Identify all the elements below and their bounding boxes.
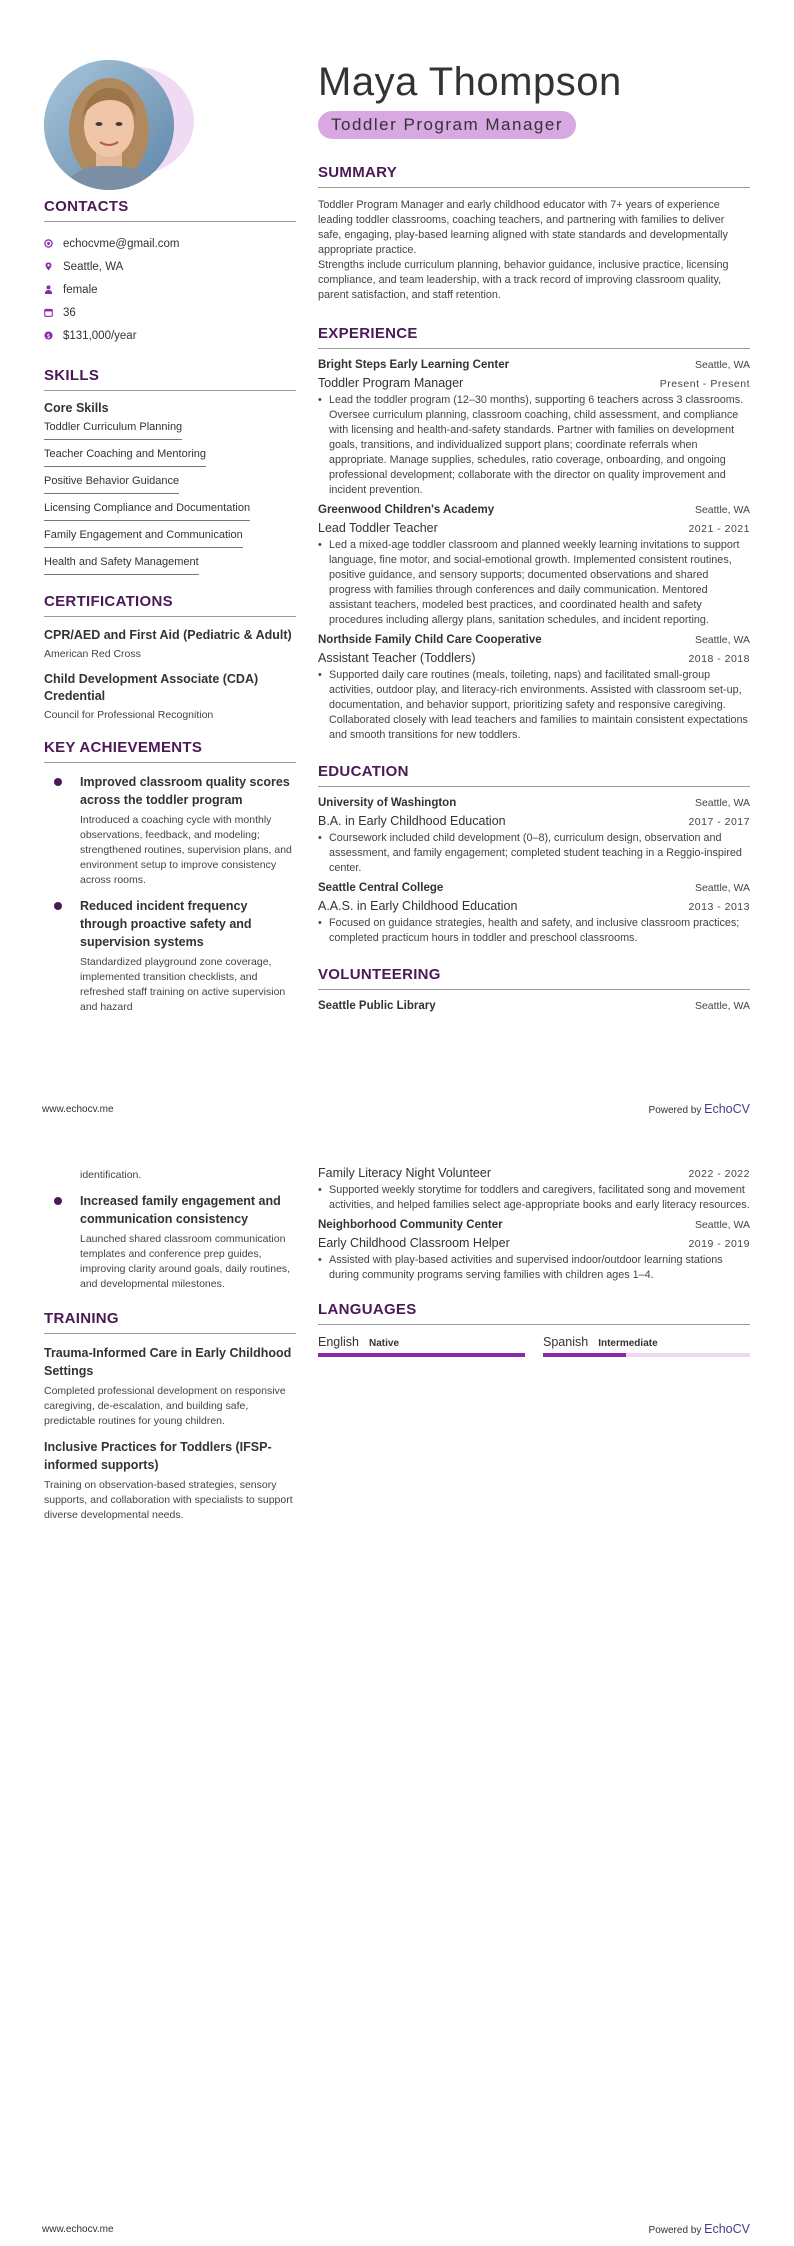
powered-by-text: Powered by [648,1105,702,1116]
right-column [318,164,750,1018]
education-heading: EDUCATION [318,763,750,787]
footer-powered-by [649,1102,750,1116]
volunteer-description: • Assisted with play-based activities and supervised indoor/outdoor learning stations during community programs serving families with children ages 1–4. [318,1253,750,1283]
achievement-description: identification. [80,1169,142,1181]
bullet-dot-icon [54,1197,62,1205]
left-column [44,1168,296,1532]
volunteering-entry [318,1000,750,1012]
achievements-list [44,773,296,1015]
language-proficiency-bar [543,1353,750,1357]
core-skills-subtitle: Core Skills [44,401,109,415]
job-description: • Lead the toddler program (12–30 months), supporting 6 teachers across 3 classrooms. Oversee curriculum planning, classroom coaching, child assessment, and compliance with licensing and health-and-safety standards. Partner with families on development goals, transitions, and individualized support plans; coordinate referrals when appropriate. Manage supplies, schedules, ratio coverage, onboarding, and ongoing professional development; collaborate with the director on quality improvement and incident prevention. [318,393,750,498]
contact-age-text: 36 [63,306,76,319]
brand-logo-text: EchoCV [704,2222,750,2236]
job-dates: 2018 - 2018 [688,653,750,665]
language-item [318,1335,525,1357]
employer-location: Seattle, WA [694,359,750,371]
education-entry [318,797,750,876]
contact-location-text: Seattle, WA [63,260,124,273]
certification-name: CPR/AED and First Aid (Pediatric & Adult) [44,628,292,642]
employer-location: Seattle, WA [694,634,750,646]
achievement-title: Increased family engagement and communication consistency [80,1194,281,1226]
certifications-list [44,627,296,721]
contact-email-text: echocvme@gmail.com [63,237,180,250]
money-icon [44,331,53,340]
svg-text:$: $ [46,332,51,340]
volunteer-org-name: Seattle Public Library [318,1000,436,1012]
achievement-description: Introduced a coaching cycle with monthly observations, feedback, and modeling; strengthened routines, supervision plans, and environment setup to improve consistency across rooms. [80,814,292,886]
certification-org: American Red Cross [44,648,141,660]
achievement-description: Launched shared classroom communication templates and conference prep guides, improving clarity around goals, daily routines, and developmental milestones. [80,1233,291,1290]
certifications-heading: CERTIFICATIONS [44,593,296,617]
volunteer-role: Early Childhood Classroom Helper [318,1236,510,1250]
skill-item: Toddler Curriculum Planning [44,421,182,440]
left-column [44,198,296,1024]
summary-text [318,198,750,303]
email-icon [44,239,53,248]
degree-name: A.A.S. in Early Childhood Education [318,899,518,913]
training-name: Trauma-Informed Care in Early Childhood Settings [44,1346,292,1378]
job-description: • Supported daily care routines (meals, toileting, naps) and facilitated small-group activities, outdoor play, and literacy-rich environments. Assisted with classroom set-up, documentation, and behavior support, prioritizing safety and responsive caregiving. Collaborated closely with lead teachers and families to maintain consistent expectations and smooth transitions for new toddlers. [318,668,750,743]
job-role: Assistant Teacher (Toddlers) [318,651,476,665]
volunteering-entry-continued [318,1166,750,1213]
location-pin-icon [44,262,53,271]
education-entry [318,882,750,946]
employer-name: Greenwood Children's Academy [318,504,495,516]
skill-item: Positive Behavior Guidance [44,475,179,494]
achievement-title: Improved classroom quality scores across the toddler program [80,775,290,807]
contacts-heading: CONTACTS [44,198,296,222]
experience-entry [318,634,750,743]
language-level: Native [369,1338,400,1349]
volunteer-org-location: Seattle, WA [694,1000,750,1012]
person-icon [44,285,53,294]
languages-heading: LANGUAGES [318,1301,750,1325]
school-location: Seattle, WA [694,797,750,809]
job-title-badge: Toddler Program Manager [318,111,576,139]
achievement-item [44,773,296,888]
education-description: • Focused on guidance strategies, health and safety, and inclusive classroom practices; completed practicum hours in toddler and preschool classrooms. [318,916,750,946]
volunteering-entry [318,1219,750,1283]
footer-site-link[interactable]: www.echocv.me [42,1104,114,1115]
contact-location [44,255,296,278]
skill-item: Health and Safety Management [44,556,199,575]
bullet-dot-icon [54,902,62,910]
experience-entry [318,504,750,628]
degree-name: B.A. in Early Childhood Education [318,814,506,828]
contact-email[interactable] [44,232,296,255]
education-dates: 2017 - 2017 [688,816,750,828]
contacts-list [44,232,296,347]
employer-location: Seattle, WA [694,504,750,516]
training-heading: TRAINING [44,1310,296,1334]
education-description: • Coursework included child development (0–8), curriculum design, observation and assessment, and family engagement; completed student teaching in a Reggio-inspired center. [318,831,750,876]
skill-item: Licensing Compliance and Documentation [44,502,250,521]
certification-org: Council for Professional Recognition [44,709,214,721]
profile-photo [44,60,194,195]
page-footer [0,1102,794,1122]
bullet-dot-icon [54,778,62,786]
education-list [318,797,750,946]
brand-logo-text: EchoCV [704,1102,750,1116]
experience-list [318,359,750,743]
contact-salary-text: $131,000/year [63,329,137,342]
skills-heading: SKILLS [44,367,296,391]
language-proficiency-bar [318,1353,525,1357]
volunteer-dates: 2019 - 2019 [688,1238,750,1250]
education-dates: 2013 - 2013 [688,901,750,913]
achievement-title: Reduced incident frequency through proactive safety and supervision systems [80,899,252,949]
certification-name: Child Development Associate (CDA) Credential [44,672,259,703]
training-name: Inclusive Practices for Toddlers (IFSP-informed supports) [44,1440,272,1472]
achievement-description: Standardized playground zone coverage, implemented transition checklists, and refreshed staff training on active supervision and hazard [80,956,286,1013]
skill-item: Family Engagement and Communication [44,529,243,548]
employer-name: Northside Family Child Care Cooperative [318,634,542,646]
language-name: English [318,1335,359,1349]
language-proficiency-fill [543,1353,626,1357]
job-dates: 2021 - 2021 [688,523,750,535]
achievement-continued [44,1168,296,1183]
volunteer-description: • Supported weekly storytime for toddlers and caregivers, facilitated song and movement activities, and helped families select age-appropriate books and early literacy resources. [318,1183,750,1213]
right-column [318,1166,750,1357]
language-item [543,1335,750,1357]
candidate-name: Maya Thompson [318,60,622,104]
avatar [44,60,174,190]
contact-gender-text: female [63,283,98,296]
language-proficiency-fill [318,1353,525,1357]
job-description: • Led a mixed-age toddler classroom and planned weekly learning invitations to support language, fine motor, and social-emotional growth. Implemented consistent routines, positive guidance, and sensory supports; documented observations and shared progress with families through conferences and daily communication. Mentored assistant teachers, modeled best practices, and coordinated health and safety procedures including allergy plans, sanitation schedules, and incident reporting. [318,538,750,628]
employer-name: Bright Steps Early Learning Center [318,359,510,371]
job-role: Toddler Program Manager [318,376,464,390]
language-level: Intermediate [598,1338,658,1349]
job-role: Lead Toddler Teacher [318,521,438,535]
volunteer-dates: 2022 - 2022 [688,1168,750,1180]
resume-page-2 [0,1123,794,2246]
language-name: Spanish [543,1335,589,1349]
powered-by-text: Powered by [648,2225,702,2236]
summary-heading: SUMMARY [318,164,750,188]
achievements-heading: KEY ACHIEVEMENTS [44,739,296,763]
achievement-item [44,1192,296,1292]
page-footer [0,2222,794,2242]
calendar-icon [44,308,53,317]
training-list [44,1344,296,1523]
job-dates: Present - Present [659,378,750,390]
contact-salary [44,324,296,347]
skills-list [44,421,296,575]
contact-age [44,301,296,324]
footer-site-link[interactable]: www.echocv.me [42,2224,114,2235]
volunteer-role: Family Literacy Night Volunteer [318,1166,491,1180]
skill-item: Teacher Coaching and Mentoring [44,448,206,467]
experience-heading: EXPERIENCE [318,325,750,349]
volunteer-org-name: Neighborhood Community Center [318,1219,503,1231]
school-location: Seattle, WA [694,882,750,894]
languages-list [318,1335,750,1357]
school-name: Seattle Central College [318,882,444,894]
summary-paragraph: Toddler Program Manager and early childhood educator with 7+ years of experience leading toddler classrooms, coaching teachers, and partnering with families to deliver safe, engaging, play-based learning aligned with state standards and developmentally appropriate practice. [318,199,728,256]
achievement-item [44,897,296,1015]
contact-gender [44,278,296,301]
training-description: Training on observation-based strategies, sensory supports, and collaboration with specialists to support diverse developmental needs. [44,1479,293,1521]
experience-entry [318,359,750,498]
summary-paragraph: Strengths include curriculum planning, behavior guidance, inclusive practice, licensing compliance, and team leadership, with a track record of improving classroom quality, parent satisfaction, and staff retention. [318,259,729,301]
training-description: Completed professional development on responsive caregiving, de-escalation, and building safe, predictable routines for young children. [44,1385,286,1427]
volunteer-org-location: Seattle, WA [694,1219,750,1231]
footer-powered-by [649,2222,750,2236]
school-name: University of Washington [318,797,457,809]
volunteering-heading: VOLUNTEERING [318,966,750,990]
